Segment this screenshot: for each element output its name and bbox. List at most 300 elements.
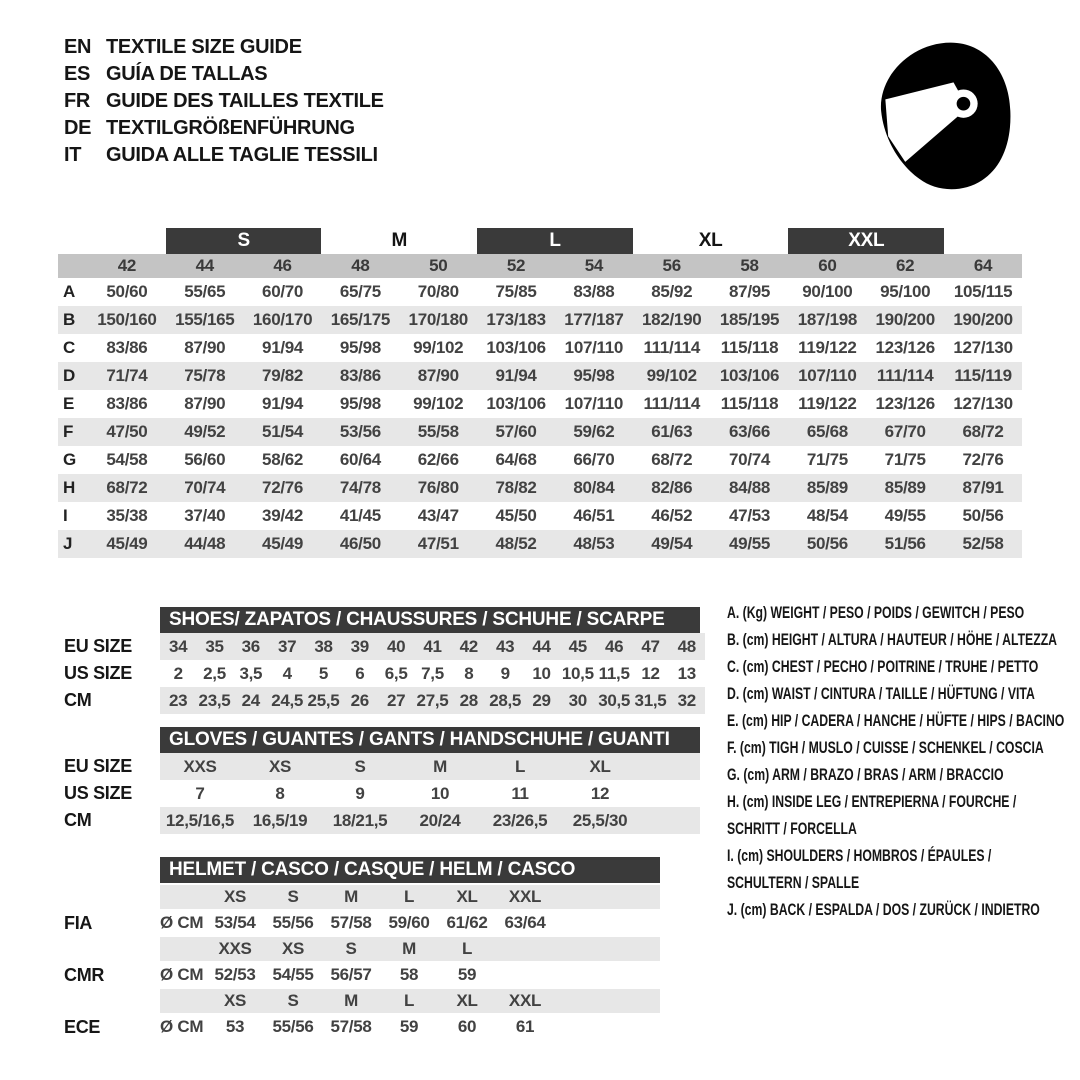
size-number-cell: 52: [477, 254, 555, 278]
size-cell: 54/58: [106, 450, 148, 469]
size-cell: 48/54: [806, 506, 848, 525]
size-cell: 45/49: [88, 530, 166, 558]
shoes-cell: 28,5: [489, 690, 522, 710]
shoes-cell: 27,5: [416, 690, 449, 710]
shoes-cell: 6: [355, 663, 365, 683]
shoes-cell: 9: [500, 663, 510, 683]
shoes-cell: 44: [532, 636, 551, 656]
language-code: EN: [64, 36, 92, 58]
helmet-size-cell: XS: [281, 939, 305, 958]
helmet-title: HELMET / CASCO / CASQUE / HELM / CASCO: [169, 859, 576, 880]
helmet-value-cell: 60: [457, 1017, 477, 1036]
size-cell: 95/98: [339, 338, 381, 357]
shoes-cell: 24,5: [271, 690, 304, 710]
size-cell: 70/74: [729, 450, 771, 469]
helmet-value-cell: 58: [399, 965, 419, 984]
helmet-sizes-stripe-ECE: [160, 989, 660, 1013]
size-cell: 87/90: [184, 394, 226, 413]
shoes-cell: 30,5: [598, 690, 631, 710]
gloves-row-label-1: US SIZE: [64, 783, 132, 803]
helmet-value-cell: 59: [399, 1017, 419, 1036]
shoes-stripe-row-1: [160, 660, 705, 687]
size-cell: 48/53: [555, 530, 633, 558]
legend-line-2: C. (cm) CHEST / PECHO / POITRINE / TRUHE / PETTO: [727, 657, 1039, 676]
racing-helmet-icon: [874, 36, 1016, 194]
shoes-cell: 2,5: [203, 663, 226, 683]
size-band-row: [58, 228, 1022, 254]
helmet-size-cell: M: [344, 991, 358, 1010]
legend-line-7: SCHRITT / FORCELLA: [727, 819, 857, 838]
shoes-cell: 37: [278, 636, 297, 656]
shoes-cell: 10,5: [561, 663, 594, 683]
size-cell: 103/106: [711, 362, 789, 390]
helmet-size-cell: L: [403, 991, 415, 1010]
size-cell: 85/92: [651, 282, 693, 301]
size-cell: 99/102: [413, 394, 464, 413]
size-cell: 190/200: [944, 306, 1022, 334]
helmet-value-cell: 61/62: [446, 913, 488, 932]
gloves-cell: 12,5/16,5: [165, 810, 235, 830]
size-number-cell: 50: [399, 254, 477, 278]
helmet-value-cell: 57/58: [330, 1017, 372, 1036]
size-cell: 160/170: [244, 306, 322, 334]
size-cell: 37/40: [184, 506, 226, 525]
helmet-size-cell: XS: [223, 991, 247, 1010]
size-cell: 82/86: [633, 474, 711, 502]
gloves-cell: 16,5/19: [252, 810, 308, 830]
size-cell: 173/183: [477, 306, 555, 334]
size-cell: 87/90: [184, 338, 226, 357]
measurement-legend: [727, 599, 1073, 923]
size-cell: 83/86: [106, 338, 148, 357]
shoes-cell: 30: [568, 690, 587, 710]
helmet-size-cell: XS: [223, 887, 247, 906]
size-band-M: M: [391, 230, 408, 251]
size-cell: 71/75: [806, 450, 848, 469]
row-letter: A: [63, 282, 75, 301]
legend-line-1: B. (cm) HEIGHT / ALTURA / HAUTEUR / HÖHE / ALTEZZA: [727, 630, 1058, 649]
size-cell: 55/65: [184, 282, 226, 301]
size-row-B: [58, 306, 1022, 334]
shoes-cell: 4: [282, 663, 292, 683]
size-cell: 68/72: [651, 450, 693, 469]
shoes-cell: 39: [350, 636, 369, 656]
shoes-stripe-row-2: [160, 687, 705, 714]
shoes-cell: 28: [459, 690, 478, 710]
size-cell: 83/88: [573, 282, 615, 301]
helmet-group-label-CMR: CMR: [64, 964, 105, 985]
size-number-cell: 54: [555, 254, 633, 278]
legend-line-3: D. (cm) WAIST / CINTURA / TAILLE / HÜFTUNG / VITA: [727, 684, 1035, 703]
gloves-cell: 11: [511, 783, 529, 803]
size-row-C: [58, 334, 1022, 362]
size-cell: 49/55: [711, 530, 789, 558]
size-cell: 123/126: [875, 338, 935, 357]
size-cell: 123/126: [875, 394, 935, 413]
size-cell: 56/60: [184, 450, 226, 469]
shoes-cell: 48: [677, 636, 696, 656]
size-cell: 46/50: [321, 530, 399, 558]
size-cell: 63/66: [711, 418, 789, 446]
row-letter: J: [58, 530, 88, 558]
size-number-cell: 48: [321, 254, 399, 278]
size-band-XXL: XXL: [788, 228, 944, 254]
legend-line-5: F. (cm) TIGH / MUSLO / CUISSE / SCHENKEL / COSCIA: [727, 738, 1044, 757]
size-cell: 91/94: [477, 362, 555, 390]
band-spacer: [944, 228, 1022, 254]
gloves-cell: 18/21,5: [332, 810, 388, 830]
size-cell: 83/86: [321, 362, 399, 390]
size-row-H: [58, 474, 1022, 502]
size-cell: 70/74: [166, 474, 244, 502]
shoes-cell: 35: [205, 636, 224, 656]
shoes-row-label-1: US SIZE: [64, 663, 132, 683]
helmet-value-cell: 59/60: [388, 913, 430, 932]
shoes-row-label-0: EU SIZE: [64, 636, 132, 656]
gloves-cell: 9: [355, 783, 365, 803]
shoes-cell: 13: [677, 663, 696, 683]
language-row: [64, 88, 384, 115]
row-letter: D: [58, 362, 88, 390]
size-row-I: [58, 502, 1022, 530]
gloves-values-row-0: [160, 753, 640, 780]
size-cell: 43/47: [417, 506, 459, 525]
size-cell: 71/75: [884, 450, 926, 469]
size-cell: 50/56: [962, 506, 1004, 525]
size-cell: 79/82: [244, 362, 322, 390]
size-cell: 80/84: [555, 474, 633, 502]
size-cell: 190/200: [866, 306, 944, 334]
shoes-cell: 29: [532, 690, 551, 710]
size-cell: 45/49: [244, 530, 322, 558]
size-cell: 72/76: [244, 474, 322, 502]
size-cell: 78/82: [477, 474, 555, 502]
size-cell: 58/62: [262, 450, 304, 469]
helmet-size-cell: XL: [456, 991, 478, 1010]
size-row-F: [58, 418, 1022, 446]
helmet-value-cell: 55/56: [272, 1017, 314, 1036]
size-cell: 155/165: [166, 306, 244, 334]
size-cell: 95/98: [339, 394, 381, 413]
gloves-title: GLOVES / GUANTES / GANTS / HANDSCHUHE / GUANTI: [169, 729, 670, 750]
size-row-D: [58, 362, 1022, 390]
size-cell: 55/58: [399, 418, 477, 446]
shoes-cell: 36: [241, 636, 260, 656]
size-cell: 90/100: [802, 282, 853, 301]
row-letter: G: [63, 450, 76, 469]
size-cell: 127/130: [953, 394, 1013, 413]
helmet-value-cell: 54/55: [272, 965, 314, 984]
size-cell: 83/86: [106, 394, 148, 413]
size-cell: 35/38: [106, 506, 148, 525]
size-cell: 49/55: [884, 506, 926, 525]
size-cell: 170/180: [399, 306, 477, 334]
shoes-cell: 23: [169, 690, 188, 710]
gloves-cell: 8: [275, 783, 285, 803]
helmet-size-cell: XXS: [218, 939, 252, 958]
gloves-cell: 10: [430, 783, 450, 803]
shoes-cell: 23,5: [198, 690, 231, 710]
helmet-size-cell: S: [345, 939, 357, 958]
size-cell: 47/51: [399, 530, 477, 558]
shoes-cell: 46: [605, 636, 624, 656]
shoes-cell: 42: [459, 636, 478, 656]
size-cell: 39/42: [262, 506, 304, 525]
size-cell: 111/114: [643, 338, 700, 357]
shoes-cell: 5: [318, 663, 329, 683]
size-cell: 115/119: [944, 362, 1022, 390]
size-cell: 60/70: [262, 282, 304, 301]
size-cell: 57/60: [477, 418, 555, 446]
size-number-cell: 64: [944, 254, 1022, 278]
helmet-value-cell: 55/56: [272, 913, 314, 932]
shoes-cell: 43: [496, 636, 515, 656]
language-title: GUÍA DE TALLAS: [106, 63, 268, 85]
gloves-row-label-0: EU SIZE: [64, 756, 132, 776]
gloves-cell: 12: [590, 783, 610, 803]
helmet-values-row-ECE: [160, 1013, 554, 1041]
helmet-size-cell: S: [287, 991, 299, 1010]
size-cell: 99/102: [413, 338, 464, 357]
language-code: DE: [64, 117, 92, 139]
legend-line-8: I. (cm) SHOULDERS / HOMBROS / ÉPAULES /: [727, 846, 992, 865]
size-band-S: S: [166, 228, 322, 254]
legend-line-9: J. (cm) BACK / ESPALDA / DOS / ZURÜCK / INDIETRO: [727, 900, 1040, 919]
size-cell: 47/50: [88, 418, 166, 446]
size-cell: 91/94: [262, 338, 304, 357]
language-code: ES: [64, 63, 91, 85]
shoes-cell: 25,5: [307, 690, 340, 710]
helmet-values-row-CMR: [160, 961, 554, 989]
shoes-cell: 27: [387, 690, 406, 710]
shoes-cell: 34: [169, 636, 188, 656]
helmet-value-cell: 61: [515, 1017, 535, 1036]
helmet-value-cell: 52/53: [214, 965, 256, 984]
gloves-cell: L: [514, 756, 526, 776]
helmet-sizes-stripe-CMR: [160, 937, 660, 961]
size-cell: 75/85: [495, 282, 537, 301]
size-cell: 68/72: [88, 474, 166, 502]
size-cell: 75/78: [166, 362, 244, 390]
language-code: IT: [64, 144, 82, 166]
size-cell: 115/118: [720, 338, 779, 357]
shoes-cell: 3,5: [239, 663, 263, 683]
size-cell: 99/102: [633, 362, 711, 390]
language-code: FR: [64, 90, 91, 112]
size-cell: 49/52: [166, 418, 244, 446]
helmet-size-cell: L: [461, 939, 473, 958]
size-cell: 111/114: [643, 394, 700, 413]
gloves-cell: S: [354, 756, 366, 776]
gloves-values-row-1: [160, 780, 640, 807]
size-cell: 107/110: [564, 394, 624, 413]
size-cell: 60/64: [339, 450, 381, 469]
helmet-values-stripe-FIA: [160, 909, 660, 937]
shoes-cell: 6,5: [384, 663, 408, 683]
helmet-sizes-row-CMR: [160, 937, 554, 961]
language-title: GUIDA ALLE TAGLIE TESSILI: [106, 144, 378, 166]
size-cell: 65/68: [788, 418, 866, 446]
size-cell: 51/56: [866, 530, 944, 558]
size-cell: 111/114: [866, 362, 944, 390]
gloves-stripe-row-0: [160, 753, 700, 780]
size-cell: 119/122: [798, 338, 857, 357]
size-cell: 52/58: [944, 530, 1022, 558]
size-cell: 185/195: [711, 306, 789, 334]
size-number-row: [58, 254, 1022, 278]
language-title: TEXTILE SIZE GUIDE: [106, 36, 302, 58]
helmet-group-label-FIA: FIA: [64, 912, 93, 933]
helmet-title-bar: [160, 857, 660, 883]
size-cell: 41/45: [339, 506, 381, 525]
size-cell: 59/62: [555, 418, 633, 446]
helmet-size-cell: M: [402, 939, 416, 958]
size-cell: 87/95: [729, 282, 771, 301]
shoes-title-bar: [160, 607, 700, 633]
size-cell: 95/98: [555, 362, 633, 390]
helmet-size-cell: XL: [456, 887, 478, 906]
shoes-cell: 10: [532, 663, 551, 683]
size-cell: 119/122: [798, 394, 857, 413]
shoes-cell: 11,5: [598, 663, 630, 683]
size-cell: 50/60: [106, 282, 148, 301]
shoes-cell: 38: [314, 636, 333, 656]
shoes-cell: 7,5: [421, 663, 444, 683]
size-cell: 62/66: [417, 450, 459, 469]
gloves-cell: XL: [589, 756, 611, 776]
helmet-size-cell: L: [403, 887, 415, 906]
helmet-value-cell: 56/57: [330, 965, 372, 984]
size-cell: 103/106: [486, 394, 546, 413]
size-band-XL: XL: [698, 230, 723, 251]
size-row-E: [58, 390, 1022, 418]
helmet-values-row-FIA: [160, 909, 554, 937]
gloves-cell: 23/26,5: [492, 810, 548, 830]
helmet-unit-cell: Ø CM: [160, 913, 204, 932]
size-cell: 177/187: [555, 306, 633, 334]
helmet-sizes-row-FIA: [160, 885, 554, 909]
gloves-cell: 25,5/30: [572, 810, 628, 830]
language-title: TEXTILGRÖßENFÜHRUNG: [106, 117, 355, 139]
gloves-cell: 20/24: [419, 810, 461, 830]
size-cell: 74/78: [321, 474, 399, 502]
size-number-cell: 42: [88, 254, 166, 278]
size-cell: 45/50: [495, 506, 537, 525]
size-cell: 48/52: [477, 530, 555, 558]
size-cell: 87/91: [944, 474, 1022, 502]
language-row: [64, 115, 384, 142]
shoes-cell: 41: [423, 636, 442, 656]
size-cell: 46/52: [651, 506, 693, 525]
gloves-values-row-2: [160, 807, 640, 834]
size-cell: 91/94: [262, 394, 304, 413]
size-cell: 71/74: [88, 362, 166, 390]
size-cell: 68/72: [944, 418, 1022, 446]
size-cell: 187/198: [788, 306, 866, 334]
size-cell: 46/51: [573, 506, 615, 525]
shoes-cell: 24: [241, 690, 260, 710]
size-cell: 64/68: [495, 450, 537, 469]
row-letter: F: [58, 418, 88, 446]
shoes-cell: 40: [387, 636, 406, 656]
size-row-J: [58, 530, 1022, 558]
language-row: [64, 142, 384, 169]
size-table: [58, 228, 1022, 558]
language-row: [64, 61, 384, 88]
size-row-G: [58, 446, 1022, 474]
row-letter: B: [58, 306, 88, 334]
gloves-cell: XXS: [183, 756, 217, 776]
gloves-row-label-2: CM: [64, 810, 92, 830]
helmet-values-stripe-CMR: [160, 961, 660, 989]
size-cell: 61/63: [633, 418, 711, 446]
shoes-stripe-row-0: [160, 633, 705, 660]
shoes-values-row-1: [160, 660, 705, 687]
gloves-cell: 7: [195, 783, 205, 803]
shoes-cell: 12: [641, 663, 660, 683]
size-cell: 66/70: [573, 450, 615, 469]
size-cell: 67/70: [866, 418, 944, 446]
helmet-unit-cell: Ø CM: [160, 1017, 204, 1036]
size-number-cell: 46: [244, 254, 322, 278]
helmet-value-cell: 57/58: [330, 913, 372, 932]
helmet-group-label-ECE: ECE: [64, 1016, 101, 1037]
size-cell: 95/100: [880, 282, 931, 301]
size-cell: 115/118: [720, 394, 779, 413]
size-cell: 105/115: [953, 282, 1013, 301]
shoes-values-row-0: [160, 633, 705, 660]
shoes-cell: 45: [568, 636, 587, 656]
gloves-cell: XS: [268, 756, 292, 776]
size-cell: 107/110: [788, 362, 866, 390]
legend-line-6: G. (cm) ARM / BRAZO / BRAS / ARM / BRACCIO: [727, 765, 1004, 784]
helmet-sizes-stripe-FIA: [160, 885, 660, 909]
size-cell: 72/76: [962, 450, 1004, 469]
row-letter: H: [58, 474, 88, 502]
gloves-title-bar: [160, 727, 700, 753]
size-cell: 150/160: [88, 306, 166, 334]
size-cell: 53/56: [321, 418, 399, 446]
size-cell: 85/89: [866, 474, 944, 502]
band-spacer: [58, 228, 166, 254]
legend-line-8: SCHULTERN / SPALLE: [727, 873, 860, 892]
shoes-values-row-2: [160, 687, 705, 714]
size-row-A: [58, 278, 1022, 306]
size-cell: 182/190: [633, 306, 711, 334]
helmet-sizes-row-ECE: [160, 989, 554, 1013]
language-title: GUIDE DES TAILLES TEXTILE: [106, 90, 384, 112]
shoes-cell: 2: [173, 663, 183, 683]
shoes-cell: 32: [677, 690, 696, 710]
size-cell: 50/56: [788, 530, 866, 558]
language-row: [64, 34, 384, 61]
shoes-row-label-2: CM: [64, 690, 92, 710]
helmet-size-cell: XXL: [508, 887, 542, 906]
helmet-value-cell: 63/64: [504, 913, 546, 932]
row-letter: C: [63, 338, 75, 357]
helmet-values-stripe-ECE: [160, 1013, 660, 1041]
helmet-size-cell: M: [344, 887, 358, 906]
helmet-value-cell: 59: [457, 965, 477, 984]
size-number-cell: 56: [633, 254, 711, 278]
shoes-cell: 8: [464, 663, 474, 683]
size-cell: 85/89: [788, 474, 866, 502]
size-cell: 87/90: [399, 362, 477, 390]
size-cell: 103/106: [486, 338, 546, 357]
helmet-value-cell: 53: [225, 1017, 245, 1036]
helmet-unit-cell: Ø CM: [160, 965, 204, 984]
size-number-cell: 62: [866, 254, 944, 278]
